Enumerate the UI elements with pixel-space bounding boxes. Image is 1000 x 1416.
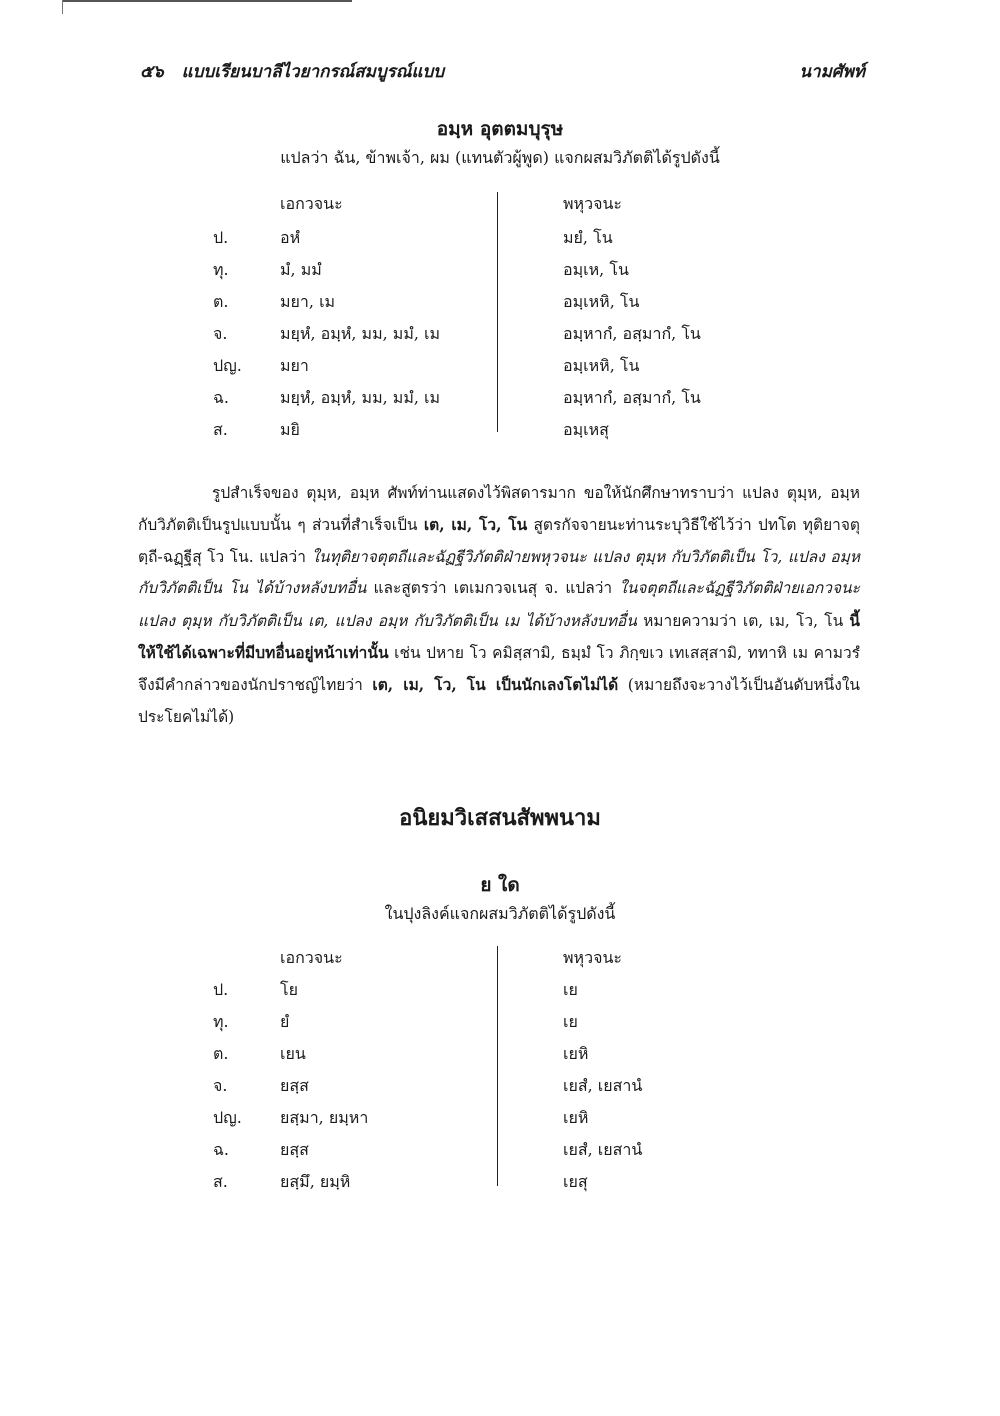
table-row xyxy=(0,386,1000,418)
header-left xyxy=(140,58,462,85)
table-row xyxy=(0,1170,1000,1202)
plural-form: อมฺเหสุ xyxy=(563,420,609,439)
singular-form: มยิ xyxy=(280,420,300,439)
section-name: นามศัพท์ xyxy=(799,62,865,82)
scan-edge-tick xyxy=(62,0,63,14)
case-label: ส. xyxy=(213,1172,228,1191)
table-row xyxy=(0,226,1000,258)
singular-form: ยํ xyxy=(280,1012,290,1031)
section2-title: ย ใด xyxy=(480,874,520,896)
singular-form: เยน xyxy=(280,1044,306,1063)
singular-form: อหํ xyxy=(280,228,301,247)
section1-title: อมฺห อุตตมบุรุษ xyxy=(436,118,564,140)
case-label: ต. xyxy=(213,1044,229,1063)
para-text: เช่น ปหาย โว คมิสฺสามิ, ธมฺมํ โว ภิกฺขเว เทเสสฺสามิ, ททาหิ เม คามวรํ จึงมีคำกล่าวของนักปราชญ์ไทยว่า xyxy=(138,644,860,695)
singular-form: ยสฺมา, ยมฺหา xyxy=(280,1108,369,1127)
table-row xyxy=(0,290,1000,322)
case-label: ทุ. xyxy=(213,1012,229,1031)
page-number: ๕๖ xyxy=(140,62,164,82)
case-label: ปญ. xyxy=(213,1108,242,1127)
singular-form: มยา, เม xyxy=(280,292,336,311)
para-bold-forms: เต, เม, โว, โน xyxy=(423,515,528,535)
plural-form: อมฺหากํ, อสฺมากํ, โน xyxy=(563,388,701,407)
singular-form: มยา xyxy=(280,356,309,375)
table-row xyxy=(0,322,1000,354)
plural-form: เยหิ xyxy=(563,1108,589,1127)
book-title: แบบเรียนบาลีไวยากรณ์สมบูรณ์แบบ xyxy=(181,62,445,82)
plural-form: เยสุ xyxy=(563,1172,588,1191)
case-label: จ. xyxy=(213,1076,228,1095)
table-row xyxy=(0,418,1000,450)
plural-form: เย xyxy=(563,1012,578,1031)
para-bold-rule: นี้ ให้ใช้ได้เฉพาะที่มีบทอื่นอยู่หน้าเท่านั้น xyxy=(138,610,860,663)
singular-form: ยสฺมึ, ยมฺหิ xyxy=(280,1172,351,1191)
plural-form: อมฺเหหิ, โน xyxy=(563,356,640,375)
case-label: ฉ. xyxy=(213,388,229,407)
table-row xyxy=(0,1106,1000,1138)
plural-form: อมฺเห, โน xyxy=(563,260,629,279)
para-text: รูปสำเร็จของ ตุมฺห, อมฺห ศัพท์ท่านแสดงไว้พิสดารมาก ขอให้นักศึกษาทราบว่า แปลง ตุมฺห, อมฺห กับวิภัตติเป็นรูปแบบนั้น ๆ ส่วนที่สำเร็จเป็น xyxy=(138,484,860,535)
case-label: ฉ. xyxy=(213,1140,229,1159)
table-row xyxy=(0,1010,1000,1042)
case-label: ปญ. xyxy=(213,356,242,375)
table-row xyxy=(0,1138,1000,1170)
case-label: ต. xyxy=(213,292,229,311)
para-text: สูตรกัจจายนะท่านระบุวิธีใช้ไว้ว่า ปทโต ทุติยาจตุตฺถี-ฉฏฺฐีสุ โว โน. แปลว่า xyxy=(138,516,861,566)
table-row xyxy=(0,1042,1000,1074)
col-header-singular: เอกวจนะ xyxy=(280,948,343,967)
plural-form: เยสํ, เยสานํ xyxy=(563,1076,643,1095)
para-bold-saying: เต, เม, โว, โน เป็นนักเลงโตไม่ได้ xyxy=(372,675,619,695)
para-text: และสูตรว่า เตเมกวจเนสุ จ. แปลว่า xyxy=(366,579,620,598)
plural-form: เยสํ, เยสานํ xyxy=(563,1140,643,1159)
table-row xyxy=(0,258,1000,290)
plural-form: อมฺเหหิ, โน xyxy=(563,292,640,311)
singular-form: มยฺหํ, อมฺหํ, มม, มมํ, เม xyxy=(280,324,441,343)
col-header-plural: พหุวจนะ xyxy=(563,194,622,213)
plural-form: อมฺหากํ, อสฺมากํ, โน xyxy=(563,324,701,343)
para-italic-translation: ในจตุตถีและฉัฏฐีวิภัตติฝ่ายเอกวจนะ แปลง ตุมฺห กับวิภัตติเป็น เต, แปลง อมฺห กับวิภัตติเป็น เม ได้บ้างหลังบทอื่น xyxy=(138,579,860,630)
case-label: ป. xyxy=(213,980,229,999)
singular-form: ยสฺส xyxy=(280,1140,309,1159)
table-row xyxy=(0,978,1000,1010)
para-text: หมายความว่า เต, เม, โว, โน xyxy=(636,611,850,630)
case-label: ป. xyxy=(213,228,229,247)
explanation-paragraph xyxy=(138,478,860,733)
case-label: ส. xyxy=(213,420,228,439)
col-header-plural: พหุวจนะ xyxy=(563,948,622,967)
plural-form: เยหิ xyxy=(563,1044,589,1063)
plural-form: เย xyxy=(563,980,578,999)
singular-form: โย xyxy=(280,980,298,999)
page-header xyxy=(140,58,865,85)
case-label: จ. xyxy=(213,324,228,343)
case-label: ทุ. xyxy=(213,260,229,279)
section2-main-title: อนิยมวิเสสนสัพพนาม xyxy=(399,805,601,831)
plural-form: มยํ, โน xyxy=(563,228,613,247)
scan-edge-line xyxy=(62,0,352,2)
section2-subtitle: ในปุงลิงค์แจกผสมวิภัตติได้รูปดังนี้ xyxy=(384,904,616,923)
col-header-singular: เอกวจนะ xyxy=(280,194,343,213)
singular-form: ยสฺส xyxy=(280,1076,309,1095)
para-text: (หมายถึงจะวางไว้เป็นอันดับหนึ่งในประโยคไม่ได้) xyxy=(138,676,860,726)
singular-form: มํ, มมํ xyxy=(280,260,322,279)
para-italic-translation: ในทุติยาจตุตถีและฉัฏฐีวิภัตติฝ่ายพหุวจนะ แปลง ตุมฺห กับวิภัตติเป็น โว, แปลง อมฺห กับวิภัตติเป็น โน ได้บ้างหลังบทอื่น xyxy=(138,547,861,598)
section1-subtitle: แปลว่า ฉัน, ข้าพเจ้า, ผม (แทนตัวผู้พูด) แจกผสมวิภัตติได้รูปดังนี้ xyxy=(280,148,720,167)
singular-form: มยฺหํ, อมฺหํ, มม, มมํ, เม xyxy=(280,388,441,407)
table-row xyxy=(0,1074,1000,1106)
table-row xyxy=(0,354,1000,386)
